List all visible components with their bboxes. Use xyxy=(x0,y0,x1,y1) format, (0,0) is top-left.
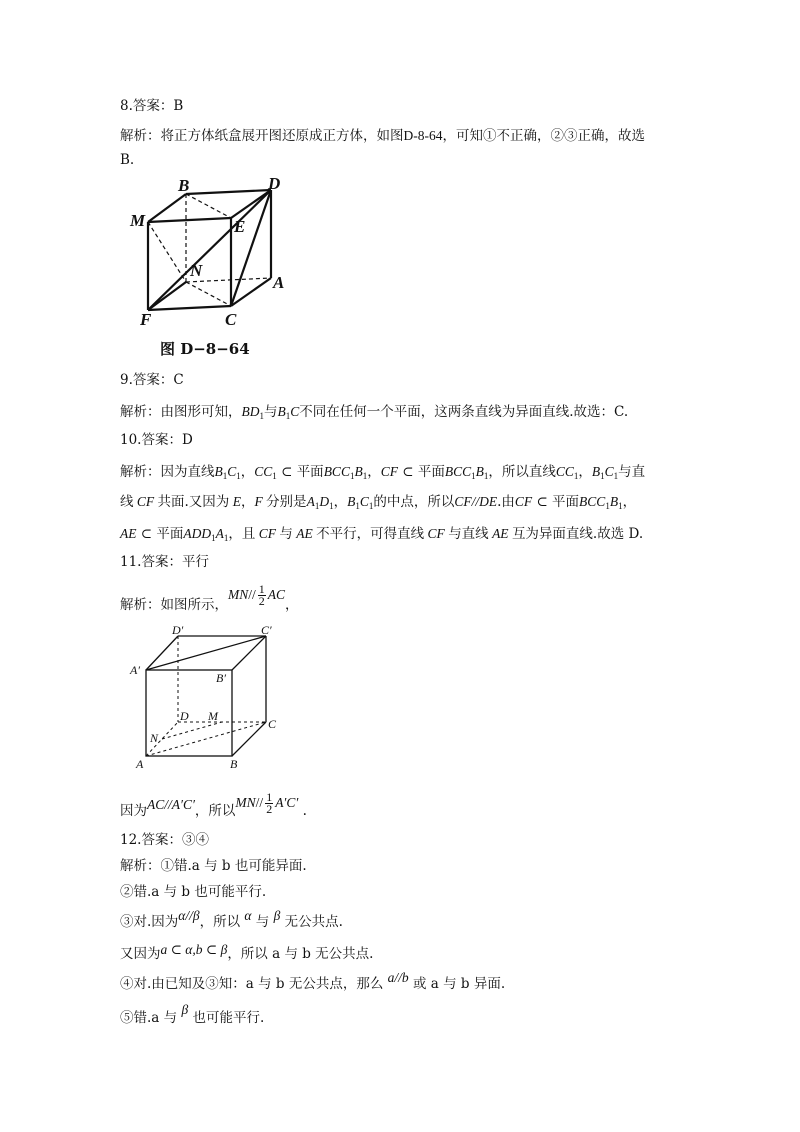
q12-l3: ③对.因为α//β，所以 α 与 β 无公共点. xyxy=(120,908,343,930)
figure-cube-q11 xyxy=(128,622,288,772)
q8-label-f: F xyxy=(140,310,152,326)
q11-label-dp: D′ xyxy=(172,623,184,637)
q11-label-a: A xyxy=(136,757,144,771)
q9-answer: 9.答案：C xyxy=(120,372,184,388)
q11-label-ap: A′ xyxy=(130,663,140,677)
q12-l6: ⑤错.a 与 β 也可能平行. xyxy=(120,1002,265,1026)
figure-d-8-64 xyxy=(128,176,298,326)
q8-label-d: D xyxy=(268,176,281,193)
q9-and: 与 xyxy=(264,404,278,420)
q8-fig-ref: D-8-64 xyxy=(403,128,443,143)
q11-conclusion: 因为AC//A′C′，所以MN// $\frac{1}{2}$ A′C′ . xyxy=(120,790,307,819)
q11-label-b: B xyxy=(230,757,238,771)
q10-line1: 解析：因为直线$B_1C_1$，$CC_1$ ⊂ 平面$BCC_1B_1$，CF ⊂ 平面$BCC_1B_1$，所以直线$CC_1$，$B_1C_1$与直 xyxy=(120,464,646,481)
q8-label-c: C xyxy=(225,310,237,326)
q12-answer: 12.答案：③④ xyxy=(120,832,209,848)
q8-label-e: E xyxy=(234,217,246,236)
q11-answer: 11.答案：平行 xyxy=(120,554,209,570)
q8-label-n: N xyxy=(190,261,203,280)
q9-bd1: $BD_1$ xyxy=(241,404,264,421)
q8-label-b: B xyxy=(178,176,190,195)
q11-label-bp: B′ xyxy=(216,671,226,685)
q8-figure-caption: 图 D−8−64 xyxy=(160,340,250,358)
q10-line3: AE ⊂ 平面$ADD_1A_1$，且 CF 与 AE 不平行，可得直线 CF 与直线 AE 互为异面直线.故选 D. xyxy=(120,526,644,543)
q8-answer: 8.答案：B xyxy=(120,98,184,114)
q11-analysis: 解析：如图所示，MN// $\frac{1}{2}$ AC， xyxy=(120,582,299,613)
q8-analysis-prefix: 解析：将正方体纸盒展开图还原成正方体，如图 xyxy=(120,128,404,144)
q11-label-n: N xyxy=(150,731,159,745)
q11-label-d: D xyxy=(180,709,189,723)
q10-line2: 线 CF 共面.又因为 E，F 分别是$A_1D_1$，$B_1C_1$的中点，所以CF//DE.由CF ⊂ 平面$BCC_1B_1$， xyxy=(120,494,637,511)
q12-l5: ④对.由已知及③知：a 与 b 无公共点，那么 a//b 或 a 与 b 异面. xyxy=(120,970,506,992)
q8-analysis xyxy=(120,126,645,146)
q12-l2: ②错.a 与 b 也可能平行. xyxy=(120,884,267,900)
q8-analysis-end: B. xyxy=(120,152,135,168)
q9-analysis-a: 解析：由图形可知， xyxy=(120,404,242,420)
q12-l4: 又因为a ⊂ α,b ⊂ β，所以 a 与 b 无公共点. xyxy=(120,942,374,962)
q11-label-cp: C′ xyxy=(261,623,272,637)
q11-label-c: C xyxy=(268,717,277,731)
q9-b1c: $B_1C$ xyxy=(277,404,300,421)
q8-label-m: M xyxy=(130,211,146,230)
q11-label-m: M xyxy=(208,709,218,723)
q9-analysis-b: 不同在任何一个平面，这两条直线为异面直线.故选：C. xyxy=(299,404,629,420)
q9-analysis xyxy=(120,402,628,426)
q8-analysis-suffix: ，可知①不正确，②③正确，故选 xyxy=(442,128,645,144)
q10-answer: 10.答案：D xyxy=(120,432,193,448)
q8-label-a: A xyxy=(273,273,285,292)
q12-l1: 解析：①错.a 与 b 也可能异面. xyxy=(120,858,307,874)
